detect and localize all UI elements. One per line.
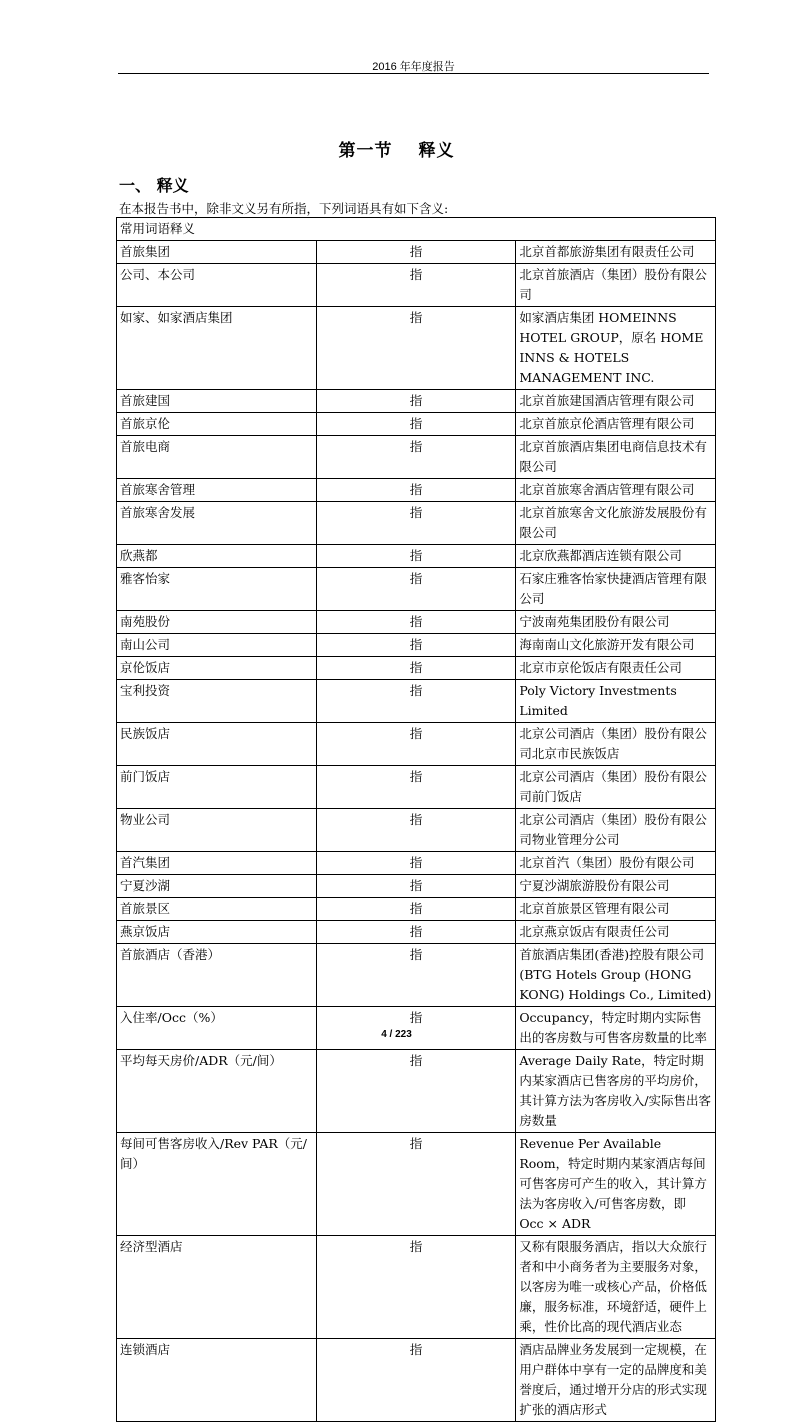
table-row xyxy=(117,241,716,264)
table-row xyxy=(117,264,716,307)
table-row xyxy=(117,657,716,680)
ref-cell: 指 xyxy=(316,413,516,436)
term-cell: 京伦饭店 xyxy=(117,657,317,680)
table-row xyxy=(117,723,716,766)
ref-cell: 指 xyxy=(316,852,516,875)
ref-cell: 指 xyxy=(316,568,516,611)
table-caption-row xyxy=(117,218,716,241)
table-row xyxy=(117,568,716,611)
ref-cell: 指 xyxy=(316,545,516,568)
term-cell: 公司、本公司 xyxy=(117,264,317,307)
ref-cell: 指 xyxy=(316,898,516,921)
ref-cell: 指 xyxy=(316,611,516,634)
term-cell: 平均每天房价/ADR（元/间） xyxy=(117,1050,317,1133)
term-cell: 首旅电商 xyxy=(117,436,317,479)
term-cell: 首旅建国 xyxy=(117,390,317,413)
definitions-table xyxy=(116,217,716,1422)
term-cell: 民族饭店 xyxy=(117,723,317,766)
ref-cell: 指 xyxy=(316,1007,516,1050)
ref-cell: 指 xyxy=(316,1236,516,1339)
definition-cell: 北京首旅酒店（集团）股份有限公司 xyxy=(516,264,716,307)
term-cell: 物业公司 xyxy=(117,809,317,852)
definition-cell: 宁波南苑集团股份有限公司 xyxy=(516,611,716,634)
section-number: 第一节 xyxy=(338,141,393,161)
section-name: 释义 xyxy=(418,141,455,161)
definition-cell: Poly Victory Investments Limited xyxy=(516,680,716,723)
definition-cell: 首旅酒店集团(香港)控股有限公司(BTG Hotels Group (HONG KONG) Holdings Co., Limited) xyxy=(516,944,716,1007)
ref-cell: 指 xyxy=(316,921,516,944)
ref-cell: 指 xyxy=(316,875,516,898)
definition-cell: Occupancy，特定时期内实际售出的客房数与可售客房数量的比率 xyxy=(516,1007,716,1050)
table-row xyxy=(117,413,716,436)
table-row xyxy=(117,921,716,944)
term-cell: 前门饭店 xyxy=(117,766,317,809)
definition-cell: 北京首旅寒舍酒店管理有限公司 xyxy=(516,479,716,502)
table-row xyxy=(117,436,716,479)
table-row xyxy=(117,898,716,921)
section-title xyxy=(0,136,793,161)
definition-cell: 北京燕京饭店有限责任公司 xyxy=(516,921,716,944)
definition-cell: Average Daily Rate，特定时期内某家酒店已售客房的平均房价，其计算方法为客房收入/实际售出客房数量 xyxy=(516,1050,716,1133)
definition-cell: 北京公司酒店（集团）股份有限公司物业管理分公司 xyxy=(516,809,716,852)
definition-cell: 北京首旅京伦酒店管理有限公司 xyxy=(516,413,716,436)
ref-cell: 指 xyxy=(316,723,516,766)
table-row xyxy=(117,611,716,634)
table-row xyxy=(117,390,716,413)
definition-cell: 北京首都旅游集团有限责任公司 xyxy=(516,241,716,264)
definition-cell: 北京首旅建国酒店管理有限公司 xyxy=(516,390,716,413)
table-row xyxy=(117,545,716,568)
definition-cell: 又称有限服务酒店，指以大众旅行者和中小商务者为主要服务对象，以客房为唯一或核心产品，价格低廉，服务标准，环境舒适，硬件上乘，性价比高的现代酒店业态 xyxy=(516,1236,716,1339)
ref-cell: 指 xyxy=(316,680,516,723)
definition-cell: 宁夏沙湖旅游股份有限公司 xyxy=(516,875,716,898)
definition-cell: Revenue Per Available Room，特定时期内某家酒店每间可售客房可产生的收入，其计算方法为客房收入/可售客房数，即 Occ × ADR xyxy=(516,1133,716,1236)
term-cell: 如家、如家酒店集团 xyxy=(117,307,317,390)
table-row xyxy=(117,852,716,875)
term-cell: 首旅京伦 xyxy=(117,413,317,436)
sub-heading: 一、 释义 xyxy=(119,176,189,195)
term-cell: 南山公司 xyxy=(117,634,317,657)
term-cell: 经济型酒店 xyxy=(117,1236,317,1339)
ref-cell: 指 xyxy=(316,502,516,545)
term-cell: 入住率/Occ（%） xyxy=(117,1007,317,1050)
definition-cell: 如家酒店集团 HOMEINNS HOTEL GROUP，原名 HOME INNS & HOTELS MANAGEMENT INC. xyxy=(516,307,716,390)
ref-cell: 指 xyxy=(316,766,516,809)
term-cell: 首旅集团 xyxy=(117,241,317,264)
term-cell: 连锁酒店 xyxy=(117,1339,317,1422)
term-cell: 燕京饭店 xyxy=(117,921,317,944)
term-cell: 首旅寒舍管理 xyxy=(117,479,317,502)
term-cell: 南苑股份 xyxy=(117,611,317,634)
page-number: 4 / 223 xyxy=(381,1029,412,1040)
running-header: 2016 年年度报告 xyxy=(372,61,455,73)
term-cell: 雅客怡家 xyxy=(117,568,317,611)
ref-cell: 指 xyxy=(316,479,516,502)
definition-cell: 北京公司酒店（集团）股份有限公司前门饭店 xyxy=(516,766,716,809)
table-row xyxy=(117,1339,716,1422)
ref-cell: 指 xyxy=(316,1339,516,1422)
table-row xyxy=(117,634,716,657)
table-caption: 常用词语释义 xyxy=(117,218,716,241)
ref-cell: 指 xyxy=(316,390,516,413)
ref-cell: 指 xyxy=(316,264,516,307)
definition-cell: 北京公司酒店（集团）股份有限公司北京市民族饭店 xyxy=(516,723,716,766)
intro-text: 在本报告书中，除非文义另有所指，下列词语具有如下含义: xyxy=(119,201,449,216)
ref-cell: 指 xyxy=(316,436,516,479)
term-cell: 首旅景区 xyxy=(117,898,317,921)
ref-cell: 指 xyxy=(316,241,516,264)
table-row xyxy=(117,766,716,809)
term-cell: 欣燕都 xyxy=(117,545,317,568)
table-row xyxy=(117,809,716,852)
definition-cell: 酒店品牌业务发展到一定规模，在用户群体中享有一定的品牌度和美誉度后，通过增开分店的形式实现扩张的酒店形式 xyxy=(516,1339,716,1422)
term-cell: 首旅寒舍发展 xyxy=(117,502,317,545)
table-row xyxy=(117,1050,716,1133)
table-row xyxy=(117,1133,716,1236)
term-cell: 首汽集团 xyxy=(117,852,317,875)
table-row xyxy=(117,1007,716,1050)
table-row xyxy=(117,479,716,502)
definition-cell: 海南南山文化旅游开发有限公司 xyxy=(516,634,716,657)
definition-cell: 北京首旅景区管理有限公司 xyxy=(516,898,716,921)
definition-cell: 石家庄雅客怡家快捷酒店管理有限公司 xyxy=(516,568,716,611)
term-cell: 首旅酒店（香港） xyxy=(117,944,317,1007)
table-row xyxy=(117,502,716,545)
term-cell: 宝利投资 xyxy=(117,680,317,723)
definition-cell: 北京首汽（集团）股份有限公司 xyxy=(516,852,716,875)
table-row xyxy=(117,944,716,1007)
ref-cell: 指 xyxy=(316,809,516,852)
table-row xyxy=(117,680,716,723)
ref-cell: 指 xyxy=(316,1133,516,1236)
definition-cell: 北京市京伦饭店有限责任公司 xyxy=(516,657,716,680)
term-cell: 每间可售客房收入/Rev PAR（元/间） xyxy=(117,1133,317,1236)
definition-cell: 北京首旅寒舍文化旅游发展股份有限公司 xyxy=(516,502,716,545)
ref-cell: 指 xyxy=(316,1050,516,1133)
ref-cell: 指 xyxy=(316,634,516,657)
term-cell: 宁夏沙湖 xyxy=(117,875,317,898)
definition-cell: 北京首旅酒店集团电商信息技术有限公司 xyxy=(516,436,716,479)
ref-cell: 指 xyxy=(316,307,516,390)
table-row xyxy=(117,307,716,390)
table-row xyxy=(117,1236,716,1339)
ref-cell: 指 xyxy=(316,944,516,1007)
definition-cell: 北京欣燕都酒店连锁有限公司 xyxy=(516,545,716,568)
ref-cell: 指 xyxy=(316,657,516,680)
table-row xyxy=(117,875,716,898)
header-rule xyxy=(118,73,709,74)
